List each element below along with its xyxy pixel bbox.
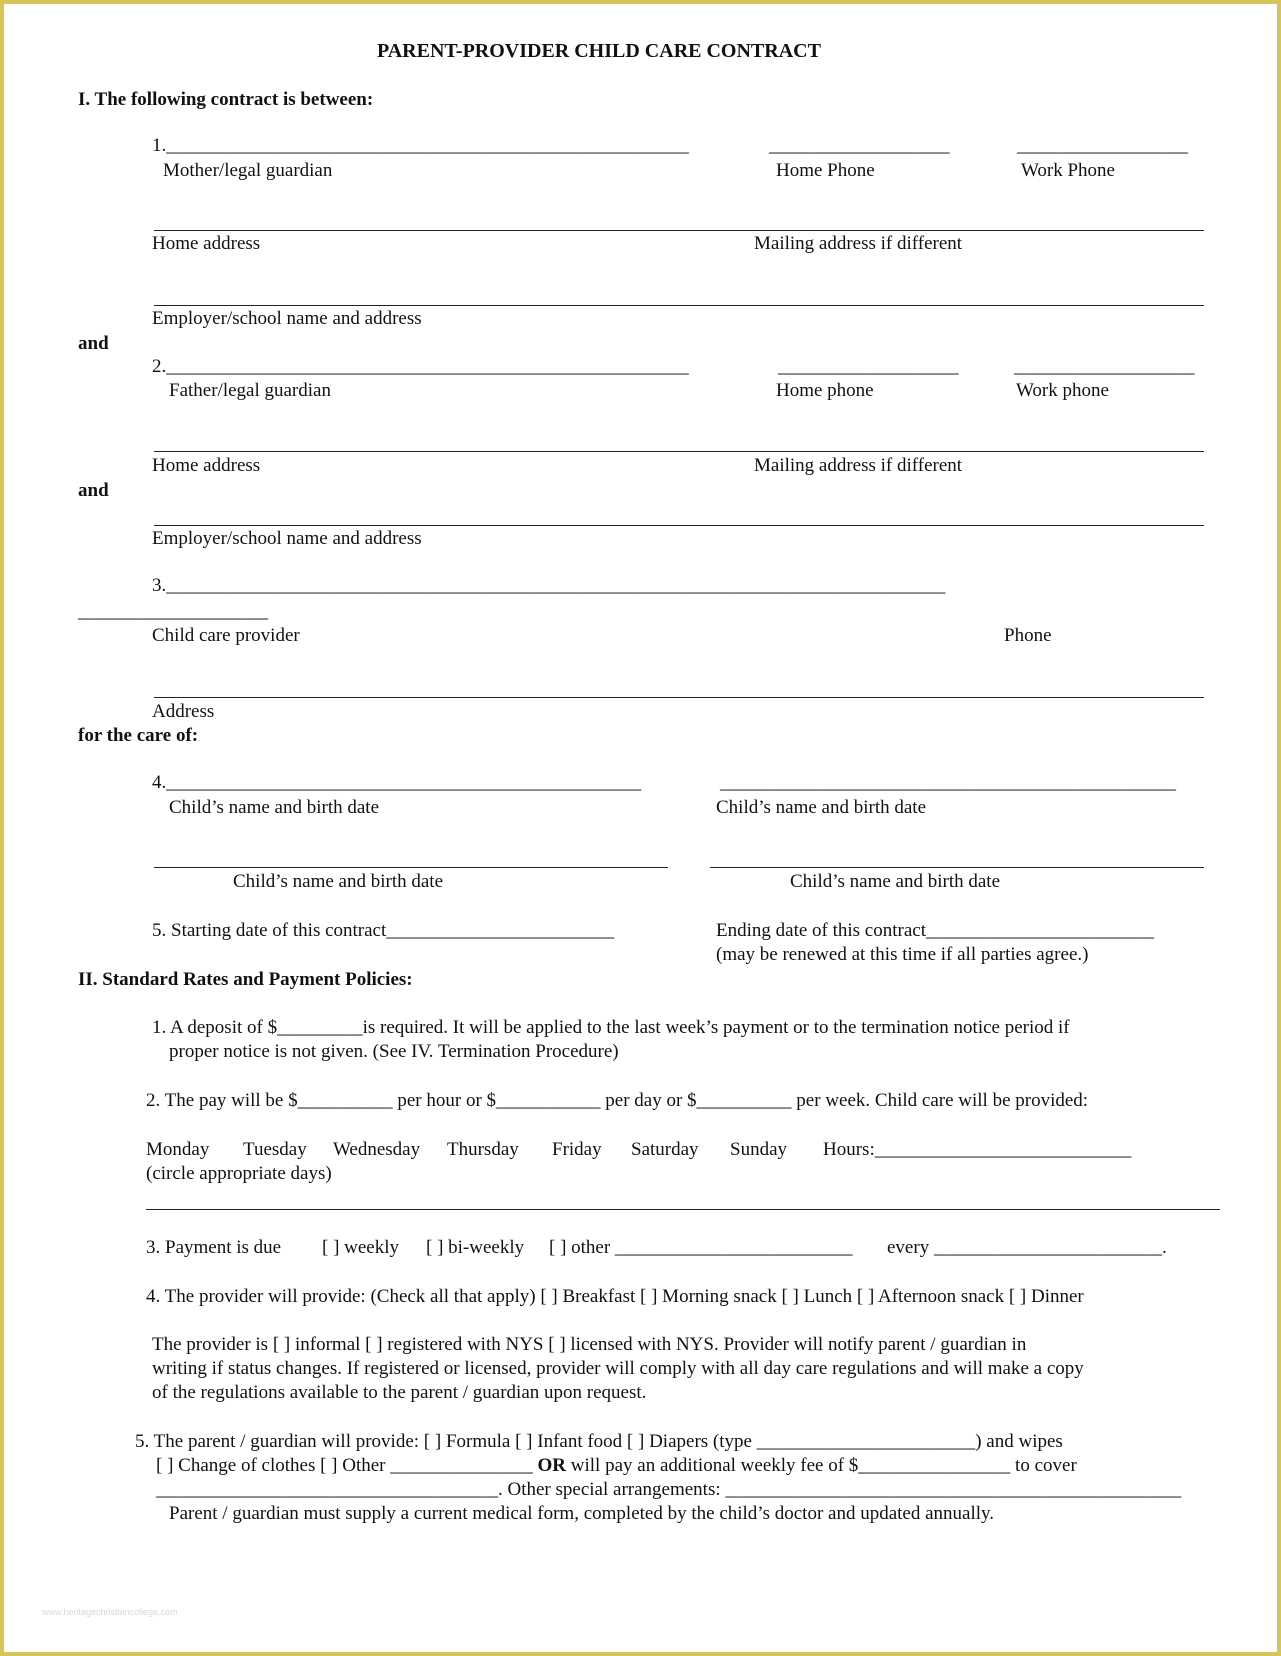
- provider-phone-line[interactable]: ____________________: [78, 601, 268, 622]
- watermark-text: www.heritagechristiancollege.com: [42, 1607, 178, 1617]
- provider-status-line-1[interactable]: The provider is [ ] informal [ ] registered with NYS [ ] licensed with NYS. Provider will notify parent / guardian in: [152, 1334, 1027, 1355]
- child-1-label: Child’s name and birth date: [169, 797, 380, 818]
- day-friday[interactable]: Friday: [552, 1139, 602, 1160]
- document-title: PARENT-PROVIDER CHILD CARE CONTRACT: [377, 40, 821, 62]
- provider-name-line[interactable]: 3.__________________________________________________________________________________: [152, 575, 946, 596]
- day-monday[interactable]: Monday: [146, 1139, 210, 1160]
- end-date-field[interactable]: Ending date of this contract________________________: [716, 920, 1154, 941]
- day-thursday[interactable]: Thursday: [447, 1139, 519, 1160]
- mother-work-phone-label: Work Phone: [1021, 160, 1115, 181]
- medical-form-note: Parent / guardian must supply a current medical form, completed by the child’s doctor and updated annually.: [169, 1503, 995, 1524]
- mother-employer-line[interactable]: [154, 305, 1204, 306]
- father-work-phone-line[interactable]: ___________________: [1014, 356, 1195, 377]
- and-label-1: and: [78, 333, 109, 354]
- pay-rate-line[interactable]: 2. The pay will be $__________ per hour or $___________ per day or $__________ per week. Child care will be provided:: [146, 1090, 1089, 1111]
- payment-every-field[interactable]: every ________________________.: [887, 1237, 1167, 1258]
- schedule-notes-line[interactable]: [146, 1209, 1220, 1210]
- father-mailing-address-label: Mailing address if different: [754, 455, 963, 476]
- deposit-line-2: proper notice is not given. (See IV. Termination Procedure): [169, 1041, 619, 1062]
- renew-note: (may be renewed at this time if all parties agree.): [716, 944, 1089, 965]
- provider-status-line-2: writing if status changes. If registered or licensed, provider will comply with all day care regulations and will make a copy: [152, 1358, 1084, 1379]
- father-label: Father/legal guardian: [169, 380, 331, 401]
- deposit-line-1[interactable]: 1. A deposit of $_________is required. It will be applied to the last week’s payment or to the termination notice period if: [152, 1017, 1070, 1038]
- child-3-line[interactable]: [154, 867, 668, 868]
- parent-provides-fee[interactable]: will pay an additional weekly fee of $________________ to cover: [566, 1455, 1077, 1476]
- child-2-line[interactable]: ________________________________________________: [720, 772, 1176, 793]
- mother-home-phone-label: Home Phone: [776, 160, 875, 181]
- child-2-label: Child’s name and birth date: [716, 797, 927, 818]
- day-sunday[interactable]: Sunday: [730, 1139, 787, 1160]
- payment-biweekly-checkbox[interactable]: [ ] bi-weekly: [426, 1237, 525, 1258]
- child-1-line[interactable]: 4.__________________________________________________: [152, 772, 642, 793]
- provider-status-line-3: of the regulations available to the parent / guardian upon request.: [152, 1382, 647, 1403]
- father-employer-line[interactable]: [154, 525, 1204, 526]
- parent-provides-line-1[interactable]: 5. The parent / guardian will provide: [ ] Formula [ ] Infant food [ ] Diapers (type _______________________) and wipes: [135, 1431, 1063, 1452]
- provider-address-label: Address: [152, 701, 215, 722]
- mother-home-address-label: Home address: [152, 233, 261, 254]
- day-saturday[interactable]: Saturday: [631, 1139, 699, 1160]
- provider-label: Child care provider: [152, 625, 300, 646]
- mother-employer-label: Employer/school name and address: [152, 308, 422, 329]
- mother-address-line[interactable]: [154, 230, 1204, 231]
- father-name-line[interactable]: 2._______________________________________________________: [152, 356, 689, 377]
- child-3-label: Child’s name and birth date: [233, 871, 444, 892]
- child-4-label: Child’s name and birth date: [790, 871, 1001, 892]
- care-of-label: for the care of:: [78, 725, 199, 746]
- mother-work-phone-line[interactable]: __________________: [1017, 135, 1188, 156]
- mother-home-phone-line[interactable]: ___________________: [769, 135, 950, 156]
- day-tuesday[interactable]: Tuesday: [243, 1139, 307, 1160]
- provider-address-line[interactable]: [154, 697, 1204, 698]
- circle-days-note: (circle appropriate days): [146, 1163, 332, 1184]
- payment-other-checkbox[interactable]: [ ] other _________________________: [549, 1237, 853, 1258]
- mother-name-line[interactable]: 1._______________________________________________________: [152, 135, 689, 156]
- father-employer-label: Employer/school name and address: [152, 528, 422, 549]
- parent-provides-line-3[interactable]: ____________________________________. Other special arrangements: ________________________________________________: [156, 1479, 1182, 1500]
- payment-due-label: 3. Payment is due: [146, 1237, 282, 1258]
- father-home-address-label: Home address: [152, 455, 261, 476]
- day-wednesday[interactable]: Wednesday: [333, 1139, 421, 1160]
- and-label-2: and: [78, 480, 109, 501]
- or-label: OR: [537, 1455, 567, 1476]
- contract-page: [4, 4, 1277, 1652]
- father-work-phone-label: Work phone: [1016, 380, 1109, 401]
- father-home-phone-label: Home phone: [776, 380, 874, 401]
- hours-field[interactable]: Hours:___________________________: [823, 1139, 1132, 1160]
- start-date-field[interactable]: 5. Starting date of this contract________________________: [152, 920, 615, 941]
- parent-provides-clothes-other[interactable]: [ ] Change of clothes [ ] Other _______________: [156, 1455, 538, 1476]
- provider-phone-label: Phone: [1004, 625, 1052, 646]
- father-address-line[interactable]: [154, 451, 1204, 452]
- father-home-phone-line[interactable]: ___________________: [778, 356, 959, 377]
- parent-provides-line-2[interactable]: [156, 1455, 1077, 1477]
- payment-weekly-checkbox[interactable]: [ ] weekly: [322, 1237, 400, 1258]
- mother-label: Mother/legal guardian: [163, 160, 333, 181]
- section-1-heading: I. The following contract is between:: [78, 89, 374, 110]
- mother-mailing-address-label: Mailing address if different: [754, 233, 963, 254]
- child-4-line[interactable]: [710, 867, 1204, 868]
- section-2-heading: II. Standard Rates and Payment Policies:: [78, 969, 413, 990]
- meals-provided-line[interactable]: 4. The provider will provide: (Check all that apply) [ ] Breakfast [ ] Morning snack [ ] Lunch [ ] Afternoon snack [ ] Dinner: [146, 1286, 1084, 1307]
